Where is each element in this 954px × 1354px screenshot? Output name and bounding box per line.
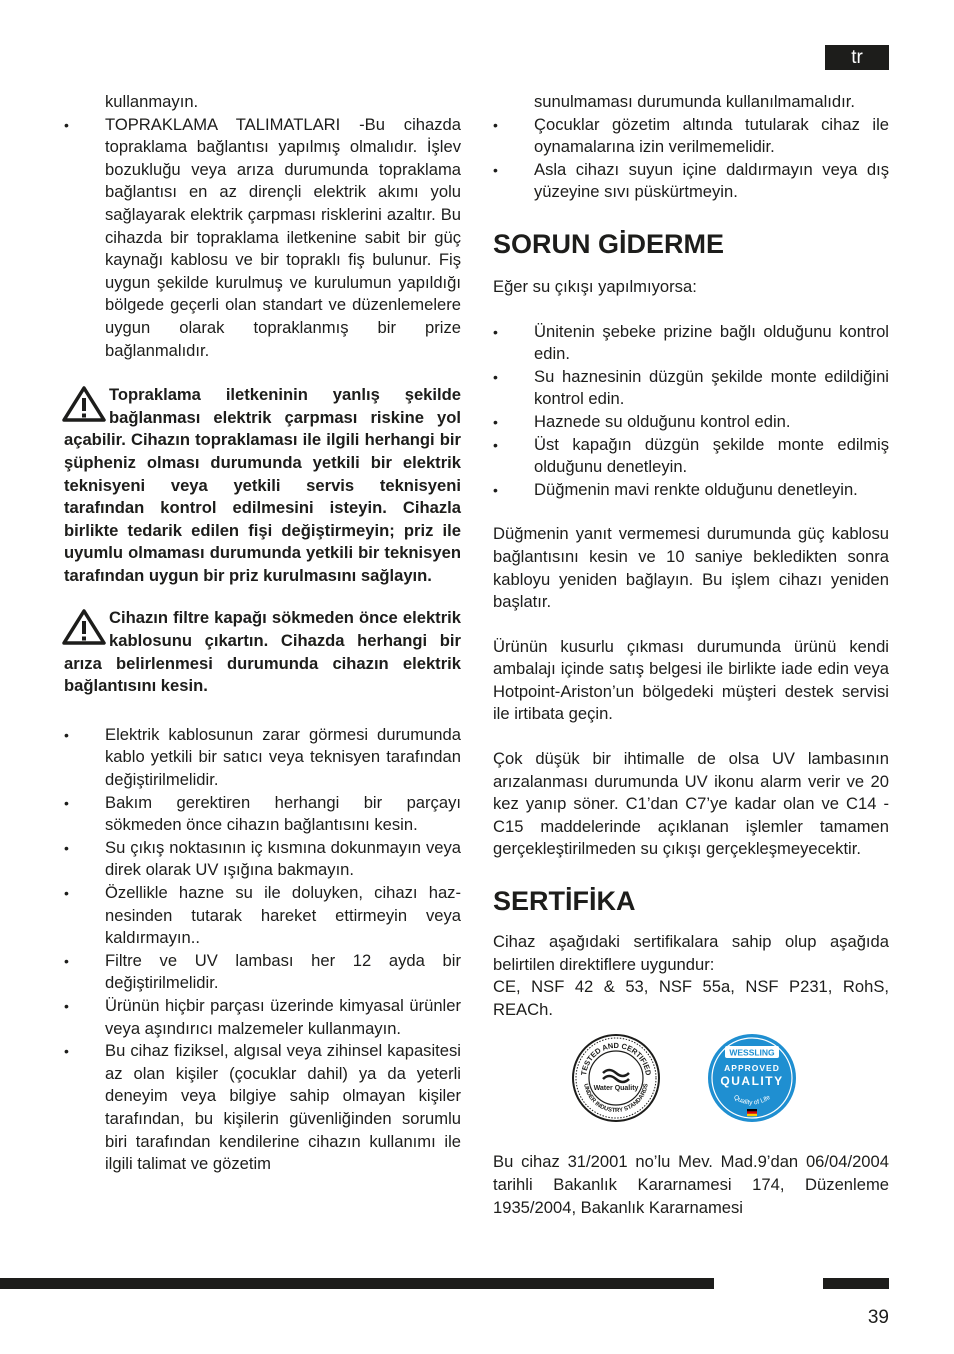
list-item: • Çocuklar gözetim altında tutularak cihaz ile oynamalarına izin verilmemelidir. — [493, 114, 889, 159]
list-item: • Özellikle hazne su ile doluyken, cihazı haznesinden tutarak hareket ettirmeyin veya kaldırmayın.. — [64, 882, 461, 950]
logo-brand: WESSLING — [729, 1047, 775, 1058]
warning-disconnect — [64, 607, 461, 697]
list-item: • Bakım gerektiren herhangi bir parçayı sökmeden önce cihazın bağlantısını kesin. — [64, 792, 461, 837]
paragraph-return: Ürünün kusurlu çıkması durumunda ürünü kendi ambalajı içinde satış belgesi ile birlikte iade edin veya Hotpoint-Ariston’un bölgedeki müşteri destek servisi ile irtibata geçin. — [493, 636, 889, 724]
paragraph-standards: CE, NSF 42 & 53, NSF 55a, NSF P231, RohS, REACh. — [493, 977, 889, 1019]
bullet-list-children — [493, 114, 889, 204]
warning-icon — [62, 386, 107, 424]
heading-troubleshooting: SORUN GİDERME — [493, 228, 725, 259]
paragraph-reset: Düğmenin yanıt vermemesi durumunda güç kablosu bağlantısını kesin ve 10 saniye bekledikten sonra kabloyu yeniden bağlayın. Bu işlem cihazı yeniden başlatır. — [493, 524, 889, 612]
heading-certificate: SERTİFİKA — [493, 886, 636, 917]
list-item: • Su haznesinin düzgün şekilde monte edildiğini kontrol edin. — [493, 366, 889, 411]
logo-tagline: Quality of Life — [732, 1094, 772, 1107]
list-item: • Düğmenin mavi renkte olduğunu denetleyin. — [493, 479, 889, 502]
logo-line2: QUALITY — [720, 1074, 784, 1089]
warning-text: Topraklama iletkeninin yanlış şekilde bağlanması elektrik çarpması riskine yol açabilir. Cihazın topraklaması ile ilgili herhangi bir şüpheniz olması durumunda yetkili bir elektrik teknisyeni veya yetkili servis teknisyeni tarafından kontrol edilmesini isteyin. Cihazla birlikte tedarik edilen fişi değiştirmeyin; priz ile uyumlu olmaması durumunda yetkili bir teknisyen tarafından uygun bir priz kurulmasını sağlayın. — [64, 385, 461, 585]
list-item: • Filtre ve UV lambası her 12 ayda bir değiştirilmelidir. — [64, 950, 461, 995]
footer-bar-right — [823, 1278, 889, 1289]
warning-icon — [62, 609, 107, 647]
paragraph-regulation: Bu cihaz 31/2001 no’lu Mev. Mad.9’dan 06/04/2004 tarihli Bakanlık Kararnamesi 174, Düzenleme 1935/2004, Bakanlık Kararnamesi — [493, 1152, 889, 1217]
german-flag-icon — [747, 1109, 757, 1116]
language-tag: tr — [825, 45, 889, 70]
continued-text: sunulmaması durumunda kullanılmamalıdır. — [534, 92, 855, 111]
left-column — [64, 91, 461, 1176]
list-item: • Haznede su olduğunu kontrol edin. — [493, 411, 889, 434]
page-number: 39 — [867, 1307, 889, 1328]
right-column — [493, 91, 889, 1219]
logo-brand: Water Quality — [593, 1085, 639, 1093]
troubleshooting-intro: Eğer su çıkışı yapılmıyorsa: — [493, 276, 697, 296]
footer-bar — [0, 1278, 714, 1289]
logo-line1: APPROVED — [724, 1063, 780, 1074]
logo-bottom-text: UNDER INDUSTRY STANDARDS — [582, 1083, 650, 1115]
wessling-logo — [707, 1033, 797, 1123]
water-quality-logo — [571, 1033, 661, 1123]
list-item: • Elektrik kablosunun zarar görmesi durumunda kablo yetkili bir satıcı veya teknisyen tarafından değiştirilmelidir. — [64, 724, 461, 792]
paragraph-uv-alarm: Çok düşük bir ihtimalle de olsa UV lambasının arızalanması durumunda UV ikonu alarm verir ve 20 kez yanıp söner. C1’dan C7’ye kadar olan ve C14 - C15 maddelerinde açıklanan işlemler tamamen gerçekleştirilmeden su çıkışı gerçekleşmeyecektir. — [493, 749, 889, 859]
bullet-list-safety — [64, 724, 461, 1176]
warning-grounding — [64, 384, 461, 587]
logo-top-text: TESTED AND CERTIFIED — [579, 1041, 653, 1077]
list-item: • Asla cihazı suyun içine daldırmayın veya dış yüzeyine sıvı püskürtmeyin. — [493, 159, 889, 204]
list-item: • TOPRAKLAMA TALIMATLARI -Bu cihazda topraklama bağlantısı yapılmış olmalıdır. İşlev bozukluğu veya arıza durumunda topraklama bağlantısı en az dirençli elektrik akımı yolu sağlayarak elektrik çarpması risklerini azaltır. Bu cihazda bir topraklama iletkenine sabit bir güç kaynağı kablosu ve bir topraklı fiş bulunur. Fiş uygun şekilde kurulmuş ve kurulumun yapıldığı bölgede geçerli olan standart ve düzenlemelere uygun olarak topraklanmış bir prize bağlanmalıdır. — [64, 114, 461, 363]
warning-text: Cihazın filtre kapağı sökmeden önce elektrik kablosunu çıkartın. Cihazda herhangi bir arıza belirlenmesi durumunda cihazın elektrik bağlantısını kesin. — [64, 608, 461, 696]
list-item: • Üst kapağın düzgün şekilde monte edilmiş olduğunu denetleyin. — [493, 434, 889, 479]
certification-logos — [493, 1033, 889, 1143]
list-item: • Ünitenin şebeke prizine bağlı olduğunu kontrol edin. — [493, 321, 889, 366]
bullet-list-grounding — [64, 114, 461, 363]
continued-text: kullanmayın. — [105, 92, 199, 111]
bullet-list-checks — [493, 321, 889, 502]
paragraph-certificates: Cihaz aşağıdaki sertifikalara sahip olup aşağıda belirtilen direktiflere uygundur: — [493, 932, 889, 974]
list-item: • Bu cihaz fiziksel, algısal veya zihinsel kapasitesi az olan kişiler (çocuklar dahil) ya da yeterli deneyim veya bilgiye sahip olmayan kişiler tarafından, bu kişilerin güvenliğinden sorumlu biri tarafından kendilerine cihazın kullanımı ile ilgili talimat ve gözetim — [64, 1040, 461, 1176]
list-item: • Ürünün hiçbir parçası üzerinde kimyasal ürünler veya aşındırıcı malzemeler kullanmayın. — [64, 995, 461, 1040]
list-item: • Su çıkış noktasının iç kısmına dokunmayın veya direk olarak UV ışığına bakmayın. — [64, 837, 461, 882]
